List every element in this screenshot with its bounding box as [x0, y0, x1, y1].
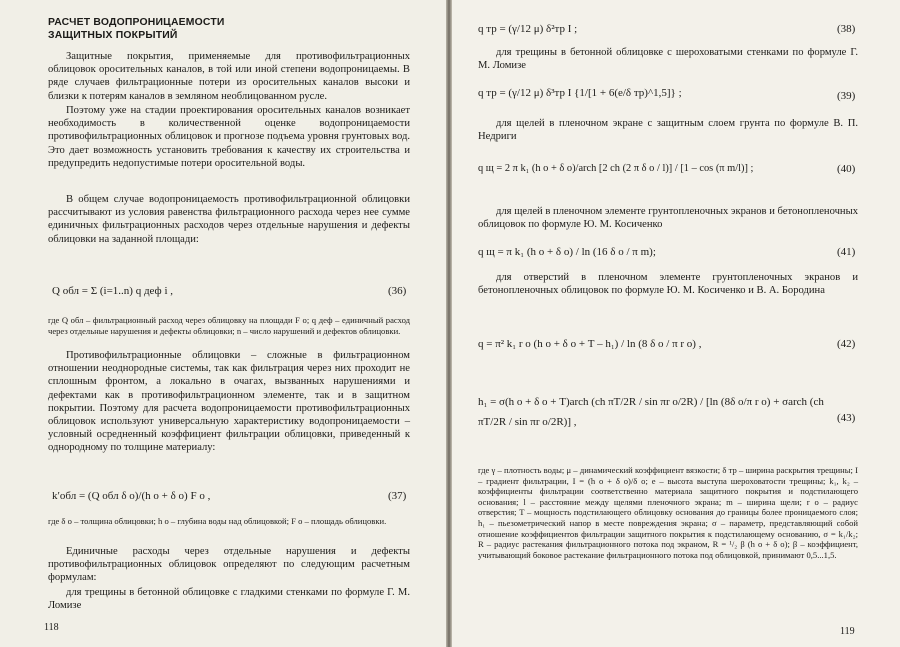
paragraph-smooth-crack: для трещины в бетонной облицовке с гладкими стенками по формуле Г. М. Ломизе [48, 587, 410, 612]
paragraph-rough-crack: для трещины в бетонной облицовке с шероховатыми стенками по формуле Г. М. Ломизе [478, 47, 858, 72]
formula-36: Q обл = Σ (i=1..n) q деф i , [52, 285, 173, 297]
equation-number-41: (41) [837, 246, 856, 258]
equation-number-42: (42) [837, 338, 856, 350]
equation-number-37: (37) [388, 490, 407, 502]
equation-number-38: (38) [837, 23, 856, 35]
equation-number-36: (36) [388, 285, 407, 297]
equation-number-39: (39) [837, 90, 856, 102]
section-heading-line1: РАСЧЕТ ВОДОПРОНИЦАЕМОСТИ [48, 17, 225, 28]
formula-42: q = π² k₁ r о (h о + δ о + T – h₁) / ln (8 δ о / π r о) , [478, 338, 702, 350]
formula-39: q тр = (γ/12 μ) δ³тр I {1/[1 + 6(e/δ тр)^1,5]} ; [478, 87, 682, 99]
paragraph-kosichenko-borodin: для отверстий в пленочном элементе грунтопленочных экранов и бетонопленочных облицовок по формуле Ю. М. Косиченко и В. А. Бородина [478, 272, 858, 297]
formula-40: q щ = 2 π k₁ (h о + δ о)/arch [2 ch (2 π δ о / l)] / [1 – cos (π m/l)] ; [478, 163, 754, 174]
paragraph-design-stage: Поэтому уже на стадии проектирования оросительных каналов возникает необходимость в количественной оценке водопроницаемости противофильтрационных облицовок и прогнозе подъема уровня грунтовых вод. Это дает возможность установить требования к качеству их строительства и предупредить недопустимые потери оросительной воды. [48, 105, 410, 169]
formula-37: k′обл = (Q обл δ о)/(h о + δ о) F о , [52, 490, 211, 502]
paragraph-linings: Противофильтрационные облицовки – сложные в фильтрационном отношении неоднородные системы, так как фильтрация через них проходит не сплошным фронтом, а локально в очагах, вызванных нарушениями и дефектами как в противофильтрационном элементе, так и в защитном покрытии. Поэтому для расчета водопроницаемости противофильтрационных облицовок используют универсальную характеристику водопроницаемости – условный осредненный коэффициент фильтрации облицовки, приведенный к однородному по толщине материалу: [48, 350, 410, 454]
left-page [0, 0, 446, 647]
equation-number-43: (43) [837, 412, 856, 424]
section-heading-line2: ЗАЩИТНЫХ ПОКРЫТИЙ [48, 30, 178, 41]
paragraph-intro: Защитные покрытия, применяемые для противофильтрационных облицовок оросительных каналов, в той или иной степени водопроницаемы. В ряде случаев фильтрационные потери из оросительных каналов высоки и близки к потерям каналов в земляном необлицованном русле. [48, 51, 410, 102]
paragraph-kosichenko-slots: для щелей в пленочном элементе грунтопленочных экранов и бетонопленочных облицовок по формуле Ю. М. Косиченко [478, 206, 858, 231]
equation-number-40: (40) [837, 163, 856, 175]
note-eq36: где Q обл – фильтрационный расход через облицовку на площади F о; q деф – единичный расход через отдельные нарушения и дефекты облицовки; n – число нарушений и дефектов облицовки. [48, 315, 410, 336]
note-symbols: где γ – плотность воды; μ – динамический коэффициент вязкости; δ тр – ширина раскрытия трещины; I – градиент фильтрации, I = (h о + δ о)/δ о; e – высота выступа шероховатости трещины; k₁, k₂ – коэффициенты фильтрации соответственно материала защитного покрытия и подстилающего основания; l – расстояние между щелями пленочного экрана; m – ширина щели; r о – радиус отверстия; T – мощность подстилающего облицовку основания до границы более проницаемого слоя; h₁ – пьезометрический напор в месте повреждения экрана; σ – параметр, представляющий собой отношение коэффициентов фильтрации защитного покрытия к подстилающему основанию, σ = k₁/k₂; R – радиус растекания фильтрационного потока под экраном, R = ¹/₂ β (h о + δ о); β – коэффициент, учитывающий боковое растекание фильтрационного потока под облицовкой, принимают 0,5...1,5. [478, 465, 858, 560]
paragraph-general-case: В общем случае водопроницаемость противофильтрационной облицовки рассчитывают из условия равенства фильтрационного расхода через нее сумме единичных фильтрационных расходов через отдельные нарушения и дефекты облицовки на заданной площади: [48, 194, 410, 245]
right-page [452, 0, 900, 647]
formula-38: q тр = (γ/12 μ) δ²тр I ; [478, 23, 578, 35]
page-number: 119 [840, 626, 855, 637]
note-eq37: где δ о – толщина облицовки; h о – глубина воды над облицовкой; F о – площадь облицовки. [48, 516, 387, 526]
formula-41: q щ = π k₁ (h о + δ о) / ln (16 δ о / π m); [478, 246, 656, 258]
formula-43: h₁ = σ(h о + δ о + T)arch (ch πT/2R / sin πr о/2R) / [ln (8δ о/π r о) + σarch (ch πT/2R / sin πr о/2R)] , [478, 396, 824, 428]
paragraph-unit-flows: Единичные расходы через отдельные нарушения и дефекты противофильтрационных облицовок определяют по следующим расчетным формулам: [48, 546, 410, 584]
page-number: 118 [44, 622, 59, 633]
paragraph-nedriga: для щелей в пленочном экране с защитным слоем грунта по формуле В. П. Недриги [478, 118, 858, 143]
